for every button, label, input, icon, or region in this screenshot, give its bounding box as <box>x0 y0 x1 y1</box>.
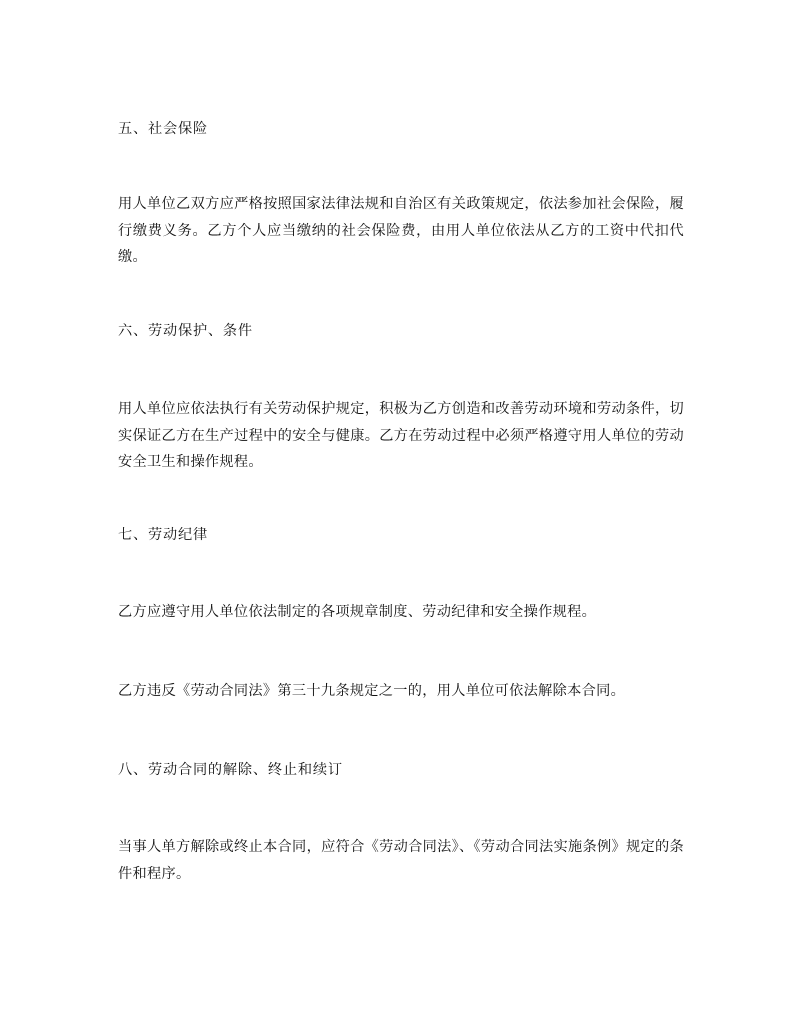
section-heading-labor-discipline: 七、劳动纪律 <box>118 527 208 543</box>
section-heading-contract-termination: 八、劳动合同的解除、终止和续订 <box>118 762 343 778</box>
paragraph-social-insurance: 用人单位乙双方应严格按照国家法律法规和自治区有关政策规定，依法参加社会保险，履行缴费义务。乙方个人应当缴纳的社会保险费，由用人单位依法从乙方的工资中代扣代缴。 <box>118 196 684 265</box>
paragraph-labor-discipline-rules: 乙方应遵守用人单位依法制定的各项规章制度、劳动纪律和安全操作规程。 <box>118 604 597 620</box>
section-heading-social-insurance: 五、社会保险 <box>118 121 208 137</box>
paragraph-contract-termination: 当事人单方解除或终止本合同，应符合《劳动合同法》、《劳动合同法实施条例》规定的条件和程序。 <box>118 839 684 882</box>
paragraph-labor-protection: 用人单位应依法执行有关劳动保护规定，积极为乙方创造和改善劳动环境和劳动条件，切实保证乙方在生产过程中的安全与健康。乙方在劳动过程中必须严格遵守用人单位的劳动安全卫生和操作规程。 <box>118 401 684 470</box>
section-heading-labor-protection: 六、劳动保护、条件 <box>118 323 253 339</box>
paragraph-labor-discipline-termination: 乙方违反《劳动合同法》第三十九条规定之一的，用人单位可依法解除本合同。 <box>118 683 626 699</box>
